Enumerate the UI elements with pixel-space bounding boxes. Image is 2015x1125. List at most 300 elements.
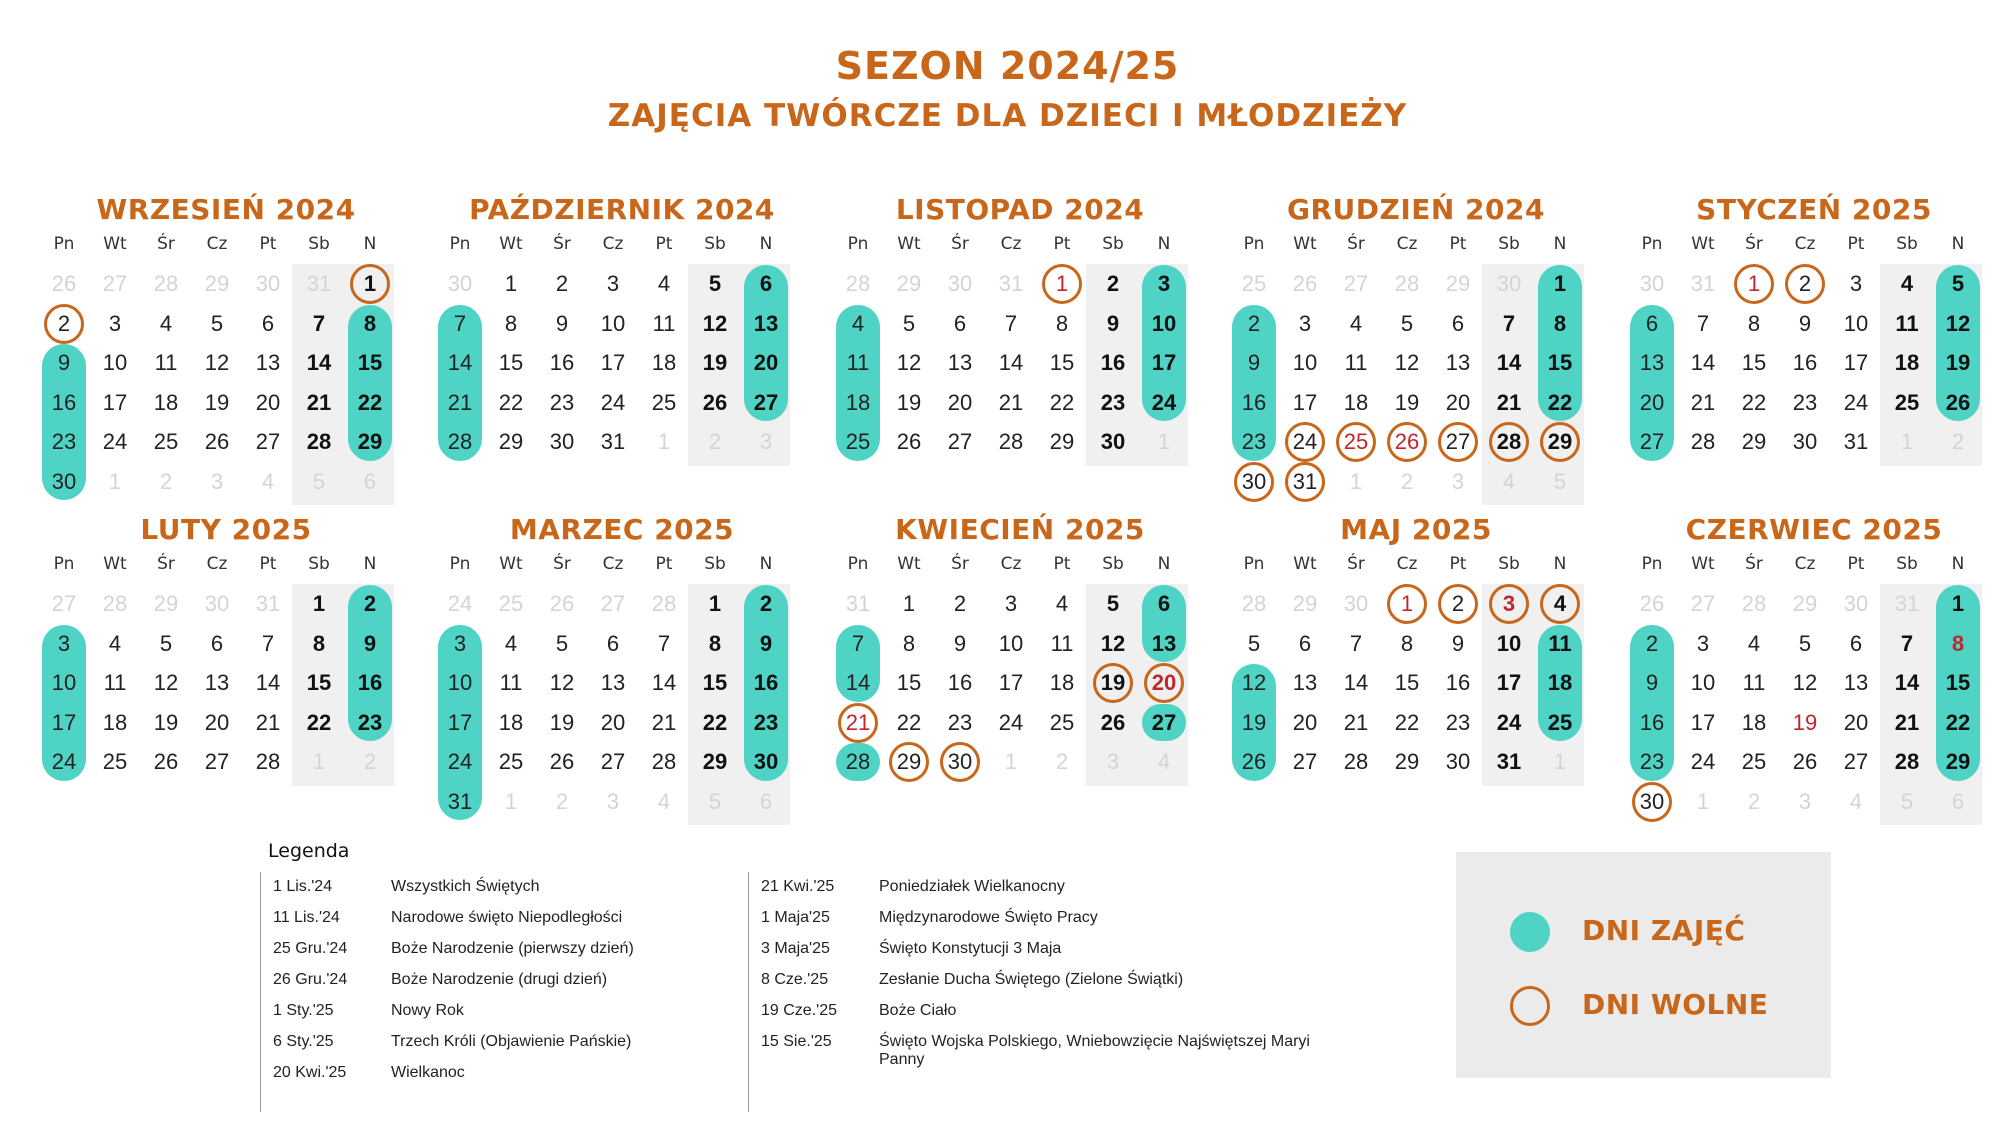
day-other-month: 6 xyxy=(1951,788,1965,814)
day: 5 xyxy=(1400,310,1414,336)
day-other-month: 26 xyxy=(549,591,575,616)
day: 27 xyxy=(947,429,973,454)
weekday-header: Wt xyxy=(1293,554,1317,574)
day: 19 xyxy=(1792,709,1818,735)
day: 19 xyxy=(549,709,575,735)
day: 9 xyxy=(759,630,773,656)
day: 17 xyxy=(1690,709,1716,735)
weekday-header: Cz xyxy=(1396,234,1418,254)
weekday-header: Wt xyxy=(103,234,127,254)
day-other-month: 24 xyxy=(447,591,473,616)
weekday-header: Cz xyxy=(1794,554,1816,574)
day-other-month: 25 xyxy=(1241,271,1267,296)
day-other-month: 4 xyxy=(657,788,671,814)
legend-date: 15 Sie.'25 xyxy=(761,1033,832,1050)
weekday-header: Pn xyxy=(449,554,471,574)
day: 26 xyxy=(702,389,728,415)
day: 29 xyxy=(896,749,922,774)
weekday-header: Pn xyxy=(1641,234,1663,254)
weekday-header: Sb xyxy=(1896,554,1918,574)
day: 24 xyxy=(1690,749,1716,774)
month-title: MAJ 2025 xyxy=(1340,513,1492,546)
day: 4 xyxy=(504,630,518,656)
day: 3 xyxy=(108,310,122,336)
day-other-month: 28 xyxy=(153,271,179,296)
day-other-month: 3 xyxy=(210,468,224,494)
month-2 xyxy=(434,190,810,466)
weekday-header: Sb xyxy=(704,234,726,254)
day: 13 xyxy=(1292,670,1318,695)
legend-holiday-name: Międzynarodowe Święto Pracy xyxy=(879,909,1098,926)
day-other-month: 1 xyxy=(657,429,671,454)
day: 15 xyxy=(306,670,332,695)
day-other-month: 31 xyxy=(1690,271,1716,296)
legend-item xyxy=(749,1027,1349,1068)
day: 31 xyxy=(447,788,473,814)
off-ring-icon xyxy=(1510,986,1550,1026)
day: 10 xyxy=(51,670,77,695)
day: 15 xyxy=(1394,670,1420,695)
day-other-month: 29 xyxy=(153,591,179,616)
day: 20 xyxy=(255,389,281,415)
day: 15 xyxy=(1945,670,1971,695)
day: 26 xyxy=(204,429,230,454)
month-days-grid xyxy=(1228,230,1604,505)
weekday-header: N xyxy=(1553,554,1567,574)
day: 12 xyxy=(549,670,575,695)
day: 31 xyxy=(1292,468,1318,494)
day: 26 xyxy=(153,749,179,774)
day: 29 xyxy=(1741,429,1767,454)
day: 27 xyxy=(753,389,779,415)
day: 28 xyxy=(447,429,473,454)
legend-date: 1 Lis.'24 xyxy=(273,878,333,895)
day: 16 xyxy=(947,670,973,695)
day: 31 xyxy=(1843,429,1869,454)
weekday-header: Pt xyxy=(1449,234,1467,254)
day-other-month: 2 xyxy=(1951,429,1965,454)
weekday-header: Pt xyxy=(259,234,277,254)
weekday-header: Cz xyxy=(602,554,624,574)
legend-holiday-name: Wszystkich Świętych xyxy=(391,878,540,895)
day-other-month: 1 xyxy=(1553,749,1567,774)
day: 21 xyxy=(447,389,473,415)
weekday-header: Sb xyxy=(704,554,726,574)
day: 24 xyxy=(51,749,77,774)
day: 12 xyxy=(153,670,179,695)
day: 7 xyxy=(312,310,326,336)
day-other-month: 5 xyxy=(1553,468,1567,494)
day: 9 xyxy=(1645,670,1659,695)
day-other-month: 30 xyxy=(255,271,281,296)
day: 6 xyxy=(606,630,620,656)
day: 26 xyxy=(1945,389,1971,415)
day: 23 xyxy=(51,429,77,454)
day: 16 xyxy=(1100,350,1126,375)
day: 13 xyxy=(1843,670,1869,695)
day: 30 xyxy=(1639,788,1665,814)
day: 7 xyxy=(1900,630,1914,656)
day: 2 xyxy=(759,591,773,616)
day: 26 xyxy=(549,749,575,774)
weekday-header: Pn xyxy=(449,234,471,254)
day: 26 xyxy=(896,429,922,454)
legend-column-right xyxy=(748,872,1349,1112)
day-other-month: 5 xyxy=(1900,788,1914,814)
day: 23 xyxy=(1792,389,1818,415)
month-days-grid xyxy=(1626,550,2002,825)
legend-date: 21 Kwi.'25 xyxy=(761,878,835,895)
day: 24 xyxy=(600,389,626,415)
day: 13 xyxy=(204,670,230,695)
weekday-header: N xyxy=(363,554,377,574)
legend-item xyxy=(749,934,1349,965)
day: 4 xyxy=(1349,310,1363,336)
month-title: KWIECIEŃ 2025 xyxy=(895,513,1145,546)
day: 19 xyxy=(1100,670,1126,695)
day: 22 xyxy=(1741,389,1767,415)
weekday-header: Pt xyxy=(259,554,277,574)
day: 16 xyxy=(357,670,383,695)
day: 3 xyxy=(1696,630,1710,656)
day: 21 xyxy=(998,389,1024,415)
day: 12 xyxy=(1394,350,1420,375)
day: 7 xyxy=(1349,630,1363,656)
day: 10 xyxy=(1843,310,1869,336)
day: 28 xyxy=(998,429,1024,454)
day: 9 xyxy=(1798,310,1812,336)
day-other-month: 28 xyxy=(1241,591,1267,616)
weekday-header: Sb xyxy=(1498,234,1520,254)
day-other-month: 6 xyxy=(363,468,377,494)
day: 26 xyxy=(1394,429,1420,454)
day-other-month: 29 xyxy=(1445,271,1471,296)
day: 8 xyxy=(1747,310,1761,336)
day: 4 xyxy=(1900,271,1914,296)
weekday-header: N xyxy=(759,234,773,254)
day: 14 xyxy=(255,670,281,695)
day: 9 xyxy=(363,630,377,656)
weekday-header: Sb xyxy=(1102,234,1124,254)
weekday-header: Pt xyxy=(1449,554,1467,574)
day-other-month: 31 xyxy=(845,591,871,616)
day: 6 xyxy=(1849,630,1863,656)
day: 28 xyxy=(1496,429,1522,454)
weekday-header: Śr xyxy=(1745,554,1763,574)
day: 22 xyxy=(498,389,524,415)
day: 19 xyxy=(1394,389,1420,415)
day-other-month: 4 xyxy=(261,468,275,494)
day-other-month: 27 xyxy=(1343,271,1369,296)
day: 27 xyxy=(255,429,281,454)
day: 14 xyxy=(1690,350,1716,375)
day: 11 xyxy=(499,670,523,695)
day: 26 xyxy=(1100,709,1126,735)
day: 11 xyxy=(846,350,870,375)
weekday-header: Śr xyxy=(157,234,175,254)
day: 6 xyxy=(1645,310,1659,336)
day: 1 xyxy=(1055,271,1069,296)
day: 14 xyxy=(1496,350,1522,375)
day: 21 xyxy=(651,709,677,735)
day: 15 xyxy=(896,670,922,695)
day: 21 xyxy=(1690,389,1716,415)
day: 7 xyxy=(453,310,467,336)
legend-item xyxy=(749,996,1349,1027)
month-days-grid xyxy=(1228,550,1604,786)
day: 23 xyxy=(1445,709,1471,735)
key-classes-label: DNI ZAJĘĆ xyxy=(1582,914,1746,947)
day: 17 xyxy=(1151,350,1177,375)
weekday-header: Sb xyxy=(308,554,330,574)
day: 7 xyxy=(261,630,275,656)
day: 10 xyxy=(1496,630,1522,656)
day: 29 xyxy=(702,749,728,774)
day: 1 xyxy=(1951,591,1965,616)
day: 12 xyxy=(1241,670,1267,695)
day-other-month: 2 xyxy=(363,749,377,774)
key-box xyxy=(1456,852,1831,1078)
weekday-header: Wt xyxy=(103,554,127,574)
day-other-month: 26 xyxy=(1292,271,1318,296)
month-days-grid xyxy=(832,230,1208,466)
weekday-header: Pt xyxy=(1053,554,1071,574)
day: 17 xyxy=(51,709,77,735)
day: 18 xyxy=(1547,670,1573,695)
day: 22 xyxy=(1394,709,1420,735)
day-other-month: 30 xyxy=(1496,271,1522,296)
weekday-header: Cz xyxy=(1000,234,1022,254)
day: 9 xyxy=(555,310,569,336)
day: 18 xyxy=(651,350,677,375)
day: 14 xyxy=(651,670,677,695)
month-4 xyxy=(1228,190,1604,505)
day-other-month: 1 xyxy=(1157,429,1171,454)
day-other-month: 3 xyxy=(759,429,773,454)
legend-item xyxy=(261,965,741,996)
day: 3 xyxy=(606,271,620,296)
day: 25 xyxy=(1547,709,1573,735)
day: 27 xyxy=(1445,429,1471,454)
weekday-header: Wt xyxy=(897,554,921,574)
day: 28 xyxy=(1343,749,1369,774)
day: 9 xyxy=(953,630,967,656)
weekday-header: Pn xyxy=(1243,234,1265,254)
month-days-grid xyxy=(832,550,1208,786)
legend-holiday-name: Święto Wojska Polskiego, Wniebowzięcie Najświętszej Maryi Panny xyxy=(879,1033,1310,1068)
month-1 xyxy=(38,190,414,505)
day: 19 xyxy=(204,389,230,415)
day: 22 xyxy=(357,389,383,415)
legend-date: 8 Cze.'25 xyxy=(761,971,829,988)
day-other-month: 1 xyxy=(312,749,326,774)
day-other-month: 3 xyxy=(1451,468,1465,494)
day: 31 xyxy=(1496,749,1522,774)
day: 13 xyxy=(1151,630,1177,656)
day: 4 xyxy=(1055,591,1069,616)
day: 30 xyxy=(1792,429,1818,454)
weekday-header: Pt xyxy=(1847,234,1865,254)
day: 20 xyxy=(204,709,230,735)
weekday-header: Cz xyxy=(602,234,624,254)
weekday-header: N xyxy=(1157,234,1171,254)
day: 7 xyxy=(1004,310,1018,336)
day: 1 xyxy=(1553,271,1567,296)
day: 7 xyxy=(657,630,671,656)
day: 2 xyxy=(1451,591,1465,616)
day: 2 xyxy=(1645,630,1659,656)
legend-column-left xyxy=(260,872,741,1112)
day: 12 xyxy=(1100,630,1126,656)
day-other-month: 30 xyxy=(1843,591,1869,616)
day-other-month: 3 xyxy=(1798,788,1812,814)
legend-item xyxy=(749,903,1349,934)
day: 28 xyxy=(255,749,281,774)
day: 30 xyxy=(1241,468,1267,494)
day: 2 xyxy=(363,591,377,616)
day: 8 xyxy=(1553,310,1567,336)
day: 18 xyxy=(498,709,524,735)
weekday-header: N xyxy=(1157,554,1171,574)
day: 19 xyxy=(702,350,728,375)
day: 5 xyxy=(1247,630,1261,656)
weekday-header: N xyxy=(363,234,377,254)
legend-item xyxy=(749,965,1349,996)
day: 24 xyxy=(1496,709,1522,735)
weekday-header: Wt xyxy=(499,554,523,574)
day: 16 xyxy=(1241,389,1267,415)
day: 9 xyxy=(1451,630,1465,656)
day: 30 xyxy=(947,749,973,774)
weekday-header: Pn xyxy=(1243,554,1265,574)
weekday-header: Pn xyxy=(53,554,75,574)
day-other-month: 26 xyxy=(51,271,77,296)
day: 23 xyxy=(357,709,383,735)
day: 6 xyxy=(261,310,275,336)
weekday-header: Śr xyxy=(1347,554,1365,574)
month-days-grid xyxy=(38,230,414,505)
day: 16 xyxy=(1792,350,1818,375)
day: 15 xyxy=(1741,350,1767,375)
weekday-header: Pt xyxy=(1053,234,1071,254)
day: 25 xyxy=(498,749,524,774)
day-other-month: 5 xyxy=(312,468,326,494)
day: 8 xyxy=(1055,310,1069,336)
weekday-header: Śr xyxy=(553,234,571,254)
day: 10 xyxy=(1151,310,1177,336)
day-other-month: 1 xyxy=(1349,468,1363,494)
day: 5 xyxy=(1106,591,1120,616)
day: 5 xyxy=(1798,630,1812,656)
day: 30 xyxy=(1445,749,1471,774)
day: 11 xyxy=(652,310,676,336)
day: 4 xyxy=(1747,630,1761,656)
day: 23 xyxy=(549,389,575,415)
month-days-grid xyxy=(434,230,810,466)
day: 14 xyxy=(447,350,473,375)
legend-item xyxy=(261,1027,741,1058)
day: 17 xyxy=(447,709,473,735)
month-days-grid xyxy=(1626,230,2002,466)
weekday-header: Sb xyxy=(1498,554,1520,574)
day: 7 xyxy=(851,630,865,656)
day: 2 xyxy=(555,271,569,296)
day: 12 xyxy=(204,350,230,375)
day: 4 xyxy=(851,310,865,336)
day: 27 xyxy=(1151,709,1177,735)
legend-holiday-name: Nowy Rok xyxy=(391,1002,464,1019)
day: 12 xyxy=(896,350,922,375)
day: 6 xyxy=(210,630,224,656)
day: 1 xyxy=(1400,591,1414,616)
day: 5 xyxy=(555,630,569,656)
day-other-month: 29 xyxy=(1792,591,1818,616)
weekday-header: Sb xyxy=(1102,554,1124,574)
day: 8 xyxy=(1400,630,1414,656)
day: 25 xyxy=(651,389,677,415)
day: 5 xyxy=(210,310,224,336)
day: 25 xyxy=(1741,749,1767,774)
day-other-month: 31 xyxy=(306,271,332,296)
day: 29 xyxy=(357,429,383,454)
day: 3 xyxy=(1849,271,1863,296)
day: 20 xyxy=(1639,389,1665,415)
day: 25 xyxy=(1049,709,1075,735)
weekday-header: Cz xyxy=(206,554,228,574)
day: 22 xyxy=(1547,389,1573,415)
day: 13 xyxy=(947,350,973,375)
day: 8 xyxy=(363,310,377,336)
month-days-grid xyxy=(434,550,810,825)
day: 23 xyxy=(1639,749,1665,774)
day: 17 xyxy=(1496,670,1522,695)
day: 27 xyxy=(1292,749,1318,774)
legend-holiday-name: Boże Narodzenie (drugi dzień) xyxy=(391,971,608,988)
day: 21 xyxy=(845,709,871,735)
day: 30 xyxy=(51,468,77,494)
day: 6 xyxy=(1451,310,1465,336)
day: 14 xyxy=(306,350,332,375)
month-title: STYCZEŃ 2025 xyxy=(1696,193,1932,226)
day: 8 xyxy=(902,630,916,656)
month-title: GRUDZIEŃ 2024 xyxy=(1287,193,1545,226)
legend-holiday-name: Święto Konstytucji 3 Maja xyxy=(879,940,1062,957)
day: 21 xyxy=(1894,709,1920,735)
month-6 xyxy=(38,510,414,786)
weekday-header: N xyxy=(1951,234,1965,254)
day: 16 xyxy=(549,350,575,375)
day: 3 xyxy=(1298,310,1312,336)
day-other-month: 31 xyxy=(1894,591,1920,616)
legend-item xyxy=(261,872,741,903)
day: 28 xyxy=(1894,749,1920,774)
day: 28 xyxy=(845,749,871,774)
day: 27 xyxy=(204,749,230,774)
month-7 xyxy=(434,510,810,825)
day-other-month: 28 xyxy=(1394,271,1420,296)
weekday-header: Śr xyxy=(1745,234,1763,254)
day: 18 xyxy=(1049,670,1075,695)
day: 12 xyxy=(1792,670,1818,695)
month-title: WRZESIEŃ 2024 xyxy=(96,193,356,226)
day: 23 xyxy=(1100,389,1126,415)
day: 19 xyxy=(1945,350,1971,375)
day: 29 xyxy=(1049,429,1075,454)
legend-holiday-name: Trzech Króli (Objawienie Pańskie) xyxy=(391,1033,632,1050)
day: 29 xyxy=(498,429,524,454)
day: 27 xyxy=(1639,429,1665,454)
key-off-label: DNI WOLNE xyxy=(1582,988,1769,1021)
